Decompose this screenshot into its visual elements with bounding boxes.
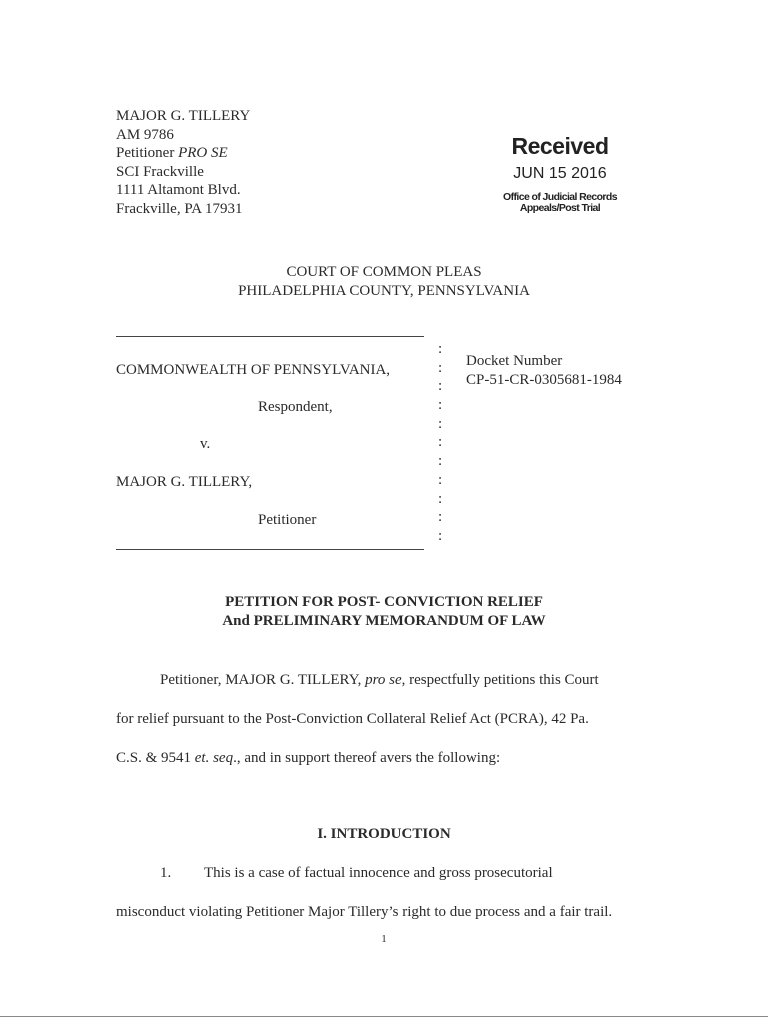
stamp-office: Office of Judicial Records <box>503 191 617 203</box>
caption-colon-column: : : : : : : : : : : : <box>438 341 443 544</box>
caption-defendant: MAJOR G. TILLERY, <box>116 474 253 490</box>
intro-line-1 <box>160 671 599 689</box>
paragraph-1-line-1: This is a case of factual innocence and gross prosecutorial <box>204 865 553 881</box>
inmate-number: AM 9786 <box>116 126 174 143</box>
intro-text: Petitioner, MAJOR G. TILLERY, <box>160 672 366 688</box>
section-heading: I. INTRODUCTION <box>317 826 451 842</box>
caption-plaintiff-role: Respondent, <box>258 399 333 415</box>
docket-label: Docket Number <box>466 353 563 369</box>
petitioner-label: Petitioner <box>116 145 175 162</box>
city-state-zip: Frackville, PA 17931 <box>116 200 243 217</box>
pro-se-label: PRO SE <box>178 145 228 162</box>
caption-defendant-role: Petitioner <box>258 512 317 528</box>
intro-italic: pro se <box>365 672 402 688</box>
paragraph-number: 1. <box>160 865 172 881</box>
petitioner-status <box>116 144 250 163</box>
street-address: 1111 Altamont Blvd. <box>116 182 241 199</box>
court-name: COURT OF COMMON PLEAS <box>286 264 482 280</box>
caption-plaintiff: COMMONWEALTH OF PENNSYLVANIA, <box>116 362 391 378</box>
received-stamp <box>480 132 640 214</box>
petitioner-address-block <box>116 107 250 219</box>
caption-top-rule <box>116 336 424 337</box>
intro-italic: et. seq <box>194 750 234 766</box>
petitioner-name: MAJOR G. TILLERY <box>116 108 251 124</box>
intro-line-2: for relief pursuant to the Post-Conviction Collateral Relief Act (PCRA), 42 Pa. <box>116 711 589 727</box>
paragraph-1-line-2: misconduct violating Petitioner Major Tillery’s right to due process and a fair trail. <box>116 904 613 920</box>
intro-text: ., and in support thereof avers the following: <box>233 750 501 766</box>
page-number: 1 <box>381 933 387 945</box>
court-county: PHILADELPHIA COUNTY, PENNSYLVANIA <box>238 283 530 299</box>
intro-text: C.S. & 9541 <box>116 750 195 766</box>
docket-number: CP-51-CR-0305681-1984 <box>466 372 622 388</box>
petition-title: PETITION FOR POST- CONVICTION RELIEF <box>225 594 543 610</box>
stamp-date: JUN 15 2016 <box>513 165 607 182</box>
stamp-division: Appeals/Post Trial <box>519 202 601 214</box>
petition-subtitle: And PRELIMINARY MEMORANDUM OF LAW <box>222 613 546 629</box>
intro-line-3 <box>116 749 500 767</box>
caption-versus: v. <box>200 436 211 452</box>
caption-bottom-rule <box>116 549 424 550</box>
institution: SCI Frackville <box>116 163 204 180</box>
page-bottom-rule <box>0 1016 768 1017</box>
stamp-title: Received <box>511 133 609 159</box>
intro-text: , respectfully petitions this Court <box>401 672 599 688</box>
